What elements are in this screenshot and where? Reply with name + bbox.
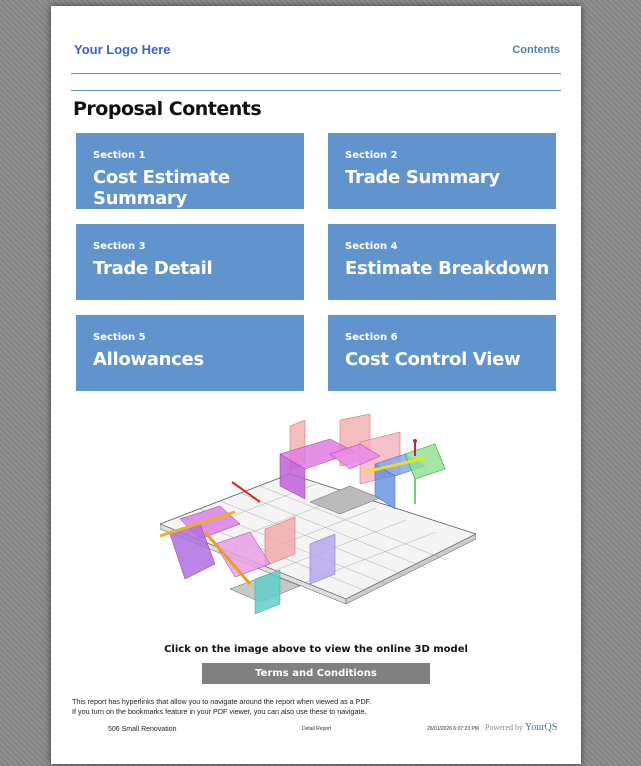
section-number: Section 4	[345, 241, 398, 252]
section-title: Allowances	[93, 349, 204, 370]
section-tile-trade-detail[interactable]	[76, 224, 304, 300]
section-tile-estimate-breakdown[interactable]	[328, 224, 556, 300]
section-number: Section 6	[345, 332, 398, 343]
model-caption: Click on the image above to view the online 3D model	[164, 644, 468, 655]
section-title: Estimate Breakdown	[345, 258, 549, 279]
navigation-note	[72, 697, 371, 717]
footer-project-name: 506 Small Renovation	[108, 726, 177, 733]
section-tile-cost-control-view[interactable]	[328, 315, 556, 391]
navigation-note-line-1: This report has hyperlinks that allow you to navigate around the report when viewed as a PDF.	[72, 697, 372, 706]
page-title: Proposal Contents	[73, 98, 262, 120]
section-title: Cost Estimate Summary	[93, 167, 230, 209]
powered-by-brand-logo: YourQS	[525, 722, 558, 733]
section-title: Cost Control View	[345, 349, 521, 370]
contents-link[interactable]: Contents	[512, 44, 560, 56]
section-number: Section 2	[345, 150, 398, 161]
header-divider	[71, 73, 561, 74]
section-tile-trade-summary[interactable]	[328, 133, 556, 209]
terms-and-conditions-button[interactable]: Terms and Conditions	[202, 663, 430, 684]
section-tile-allowances[interactable]	[76, 315, 304, 391]
section-tile-cost-estimate-summary[interactable]	[76, 133, 304, 209]
logo-placeholder: Your Logo Here	[74, 42, 171, 57]
section-title: Trade Summary	[345, 167, 500, 188]
navigation-note-line-2: If you turn on the bookmarks feature in your PDF viewer, you can also use these to navigate.	[72, 707, 367, 716]
3d-model-drawing	[160, 414, 476, 636]
3d-model-image[interactable]	[160, 414, 476, 636]
section-title: Trade Detail	[93, 258, 213, 279]
section-number: Section 1	[93, 150, 146, 161]
footer-date: 26/01/2026 6:07:23 PM	[427, 726, 479, 732]
section-number: Section 5	[93, 332, 146, 343]
footer-report-type: Detail Report	[302, 726, 332, 732]
header-divider-2	[71, 90, 561, 91]
footer-powered-by	[485, 722, 557, 733]
section-number: Section 3	[93, 241, 146, 252]
report-page	[51, 6, 581, 764]
powered-by-label: Powered by	[485, 723, 523, 732]
